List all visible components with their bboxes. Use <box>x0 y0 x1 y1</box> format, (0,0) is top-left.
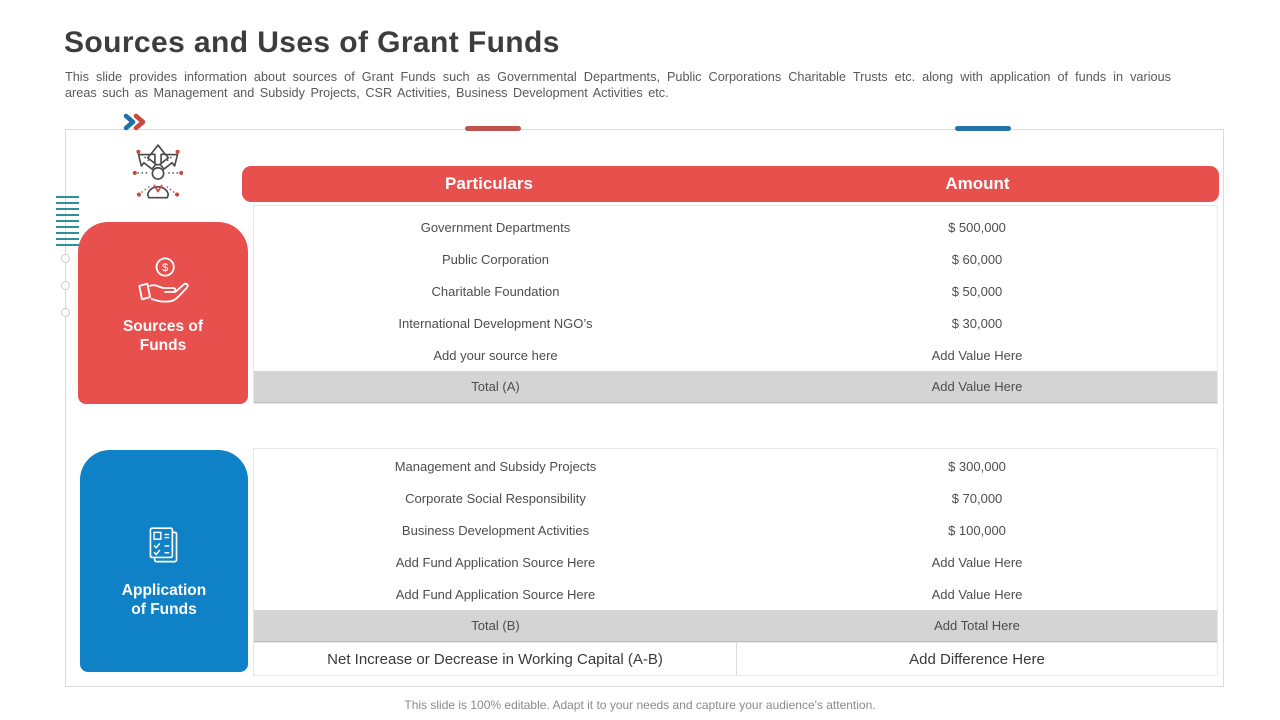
total-row <box>254 610 1217 642</box>
red-accent-bar <box>465 126 521 131</box>
slide-description: This slide provides information about sources of Grant Funds such as Governmental Departments, Public Corporations Charitable Trusts etc. along with application of funds in various areas such as Management and Subsidy Projects, CSR Activities, Business Development Activities etc. <box>65 70 1171 100</box>
amount-cell: $ 100,000 <box>948 522 1006 538</box>
sources-table <box>253 205 1218 404</box>
checklist-document-icon <box>140 524 188 575</box>
blue-accent-bar <box>955 126 1011 131</box>
amount-cell: Add Total Here <box>934 618 1020 633</box>
particular-cell: International Development NGO’s <box>398 315 593 331</box>
particulars-header: Particulars <box>445 174 533 193</box>
amount-cell: $ 300,000 <box>948 458 1006 474</box>
hand-coin-icon <box>135 256 191 311</box>
particular-cell: Government Departments <box>420 219 571 235</box>
particular-cell: Management and Subsidy Projects <box>394 458 597 474</box>
person-arrows-icon <box>125 138 191 219</box>
amount-cell: $ 70,000 <box>951 490 1003 506</box>
particular-cell: Corporate Social Responsibility <box>405 490 586 506</box>
page-title: Sources and Uses of Grant Funds <box>64 26 560 59</box>
table-row <box>254 307 1217 339</box>
svg-text:$: $ <box>162 262 169 275</box>
amount-cell: Add Value Here <box>931 379 1023 394</box>
circle-decoration <box>61 308 70 317</box>
table-header <box>242 166 1219 202</box>
application-table <box>253 448 1218 676</box>
sources-of-funds-box <box>78 222 248 404</box>
table-row <box>254 275 1217 307</box>
amount-cell: Add Value Here <box>931 347 1023 363</box>
particular-cell: Add Fund Application Source Here <box>395 554 596 570</box>
application-of-funds-box <box>80 450 248 672</box>
teal-lines-decoration <box>56 196 79 247</box>
circle-decoration <box>61 254 70 263</box>
table-row <box>254 211 1217 243</box>
particular-cell: Business Development Activities <box>401 522 590 538</box>
table-row <box>254 514 1217 546</box>
particular-cell: Charitable Foundation <box>431 283 560 299</box>
particular-cell: Add your source here <box>433 347 558 363</box>
net-working-capital-row <box>254 642 1217 675</box>
table-row <box>254 546 1217 578</box>
amount-cell: Add Value Here <box>931 586 1023 602</box>
particular-cell: Total (A) <box>471 379 520 394</box>
total-row <box>254 371 1217 403</box>
particular-cell: Net Increase or Decrease in Working Capital (A-B) <box>254 643 737 675</box>
amount-cell: $ 500,000 <box>948 219 1006 235</box>
amount-cell: $ 60,000 <box>951 251 1003 267</box>
particular-cell: Public Corporation <box>442 251 549 267</box>
application-of-funds-label: Application of Funds <box>121 582 207 618</box>
double-chevron-icon <box>122 113 152 136</box>
table-row <box>254 450 1217 482</box>
amount-cell: Add Value Here <box>931 554 1023 570</box>
table-row <box>254 339 1217 371</box>
amount-cell: Add Difference Here <box>909 650 1045 668</box>
sources-of-funds-label: Sources of Funds <box>122 318 204 354</box>
amount-cell: $ 50,000 <box>951 283 1003 299</box>
table-row <box>254 243 1217 275</box>
particular-cell: Total (B) <box>471 618 520 633</box>
table-row <box>254 578 1217 610</box>
amount-header: Amount <box>945 174 1010 193</box>
amount-cell: $ 30,000 <box>951 315 1003 331</box>
table-row <box>254 482 1217 514</box>
particular-cell: Add Fund Application Source Here <box>395 586 596 602</box>
footer-note: This slide is 100% editable. Adapt it to your needs and capture your audience's attention. <box>404 698 876 712</box>
circle-decoration <box>61 281 70 290</box>
